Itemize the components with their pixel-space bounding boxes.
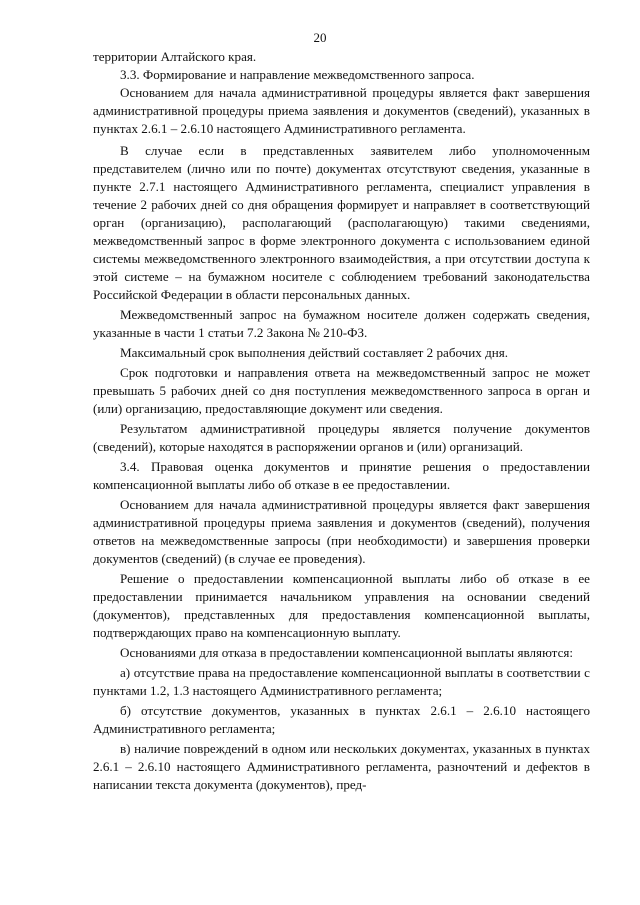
section-heading-3-4: 3.4. Правовая оценка документов и принятие решения о предоставлении компенсационной выплаты либо об отказе в ее предоставлении.	[93, 459, 590, 492]
paragraph: Срок подготовки и направления ответа на межведомственный запрос не может превышать 5 рабочих дней со дня поступления межведомственного запроса в орган и (или) организацию, предоставляющие документ или сведения.	[93, 365, 590, 416]
paragraph: Решение о предоставлении компенсационной выплаты либо об отказе в ее предоставлении принимается начальником управления на основании сведений (документов), представленных для предоставления компенсационной выплаты, подтверждающих право на компенсационную выплату.	[93, 571, 590, 640]
list-item-c: в) наличие повреждений в одном или нескольких документах, указанных в пунктах 2.6.1 – 2.6.10 настоящего Административного регламента, разночтений и дефектов в написании текста документа (документов), пред-	[93, 741, 590, 792]
paragraph: Основанием для начала административной процедуры является факт завершения административной процедуры приема заявления и документов (сведений), получения ответов на межведомственные запросы (при необходимости) и завершения проверки документов (сведений) (в случае ее проведения).	[93, 497, 590, 566]
page-number: 20	[313, 30, 327, 45]
paragraph: В случае если в представленных заявителем либо уполномоченным представителем (лично или по почте) документах отсутствуют сведения, указанные в пункте 2.7.1 настоящего Административного регламента, специалист управления в течение 2 рабочих дней со дня обращения формирует и направляет в соответствующий орган (организацию), располагающий (располагающую) такими сведениями, межведомственный запрос в форме электронного документа с использованием единой системы межведомственного электронного взаимодействия, а при отсутствии доступа к этой системе – на бумажном носителе с соблюдением требований законодательства Российской Федерации в области персональных данных.	[93, 143, 590, 302]
paragraph-continuation: территории Алтайского края.	[93, 49, 257, 64]
paragraph: Результатом административной процедуры является получение документов (сведений), которые находятся в распоряжении органов и (или) организаций.	[93, 421, 590, 454]
list-item-b: б) отсутствие документов, указанных в пунктах 2.6.1 – 2.6.10 настоящего Административного регламента;	[93, 703, 590, 736]
paragraph: Основанием для начала административной процедуры является факт завершения административной процедуры приема заявления и документов (сведений), указанных в пунктах 2.6.1 – 2.6.10 настоящего Административного регламента.	[93, 85, 590, 136]
section-heading-3-3: 3.3. Формирование и направление межведомственного запроса.	[120, 67, 475, 82]
document-body	[93, 48, 590, 794]
paragraph: Межведомственный запрос на бумажном носителе должен содержать сведения, указанные в части 1 статьи 7.2 Закона № 210-ФЗ.	[93, 307, 590, 340]
paragraph: Основаниями для отказа в предоставлении компенсационной выплаты являются:	[120, 645, 574, 660]
paragraph: Максимальный срок выполнения действий составляет 2 рабочих дня.	[120, 345, 509, 360]
list-item-a: а) отсутствие права на предоставление компенсационной выплаты в соответствии с пунктами 1.2, 1.3 настоящего Административного регламента;	[93, 665, 590, 698]
